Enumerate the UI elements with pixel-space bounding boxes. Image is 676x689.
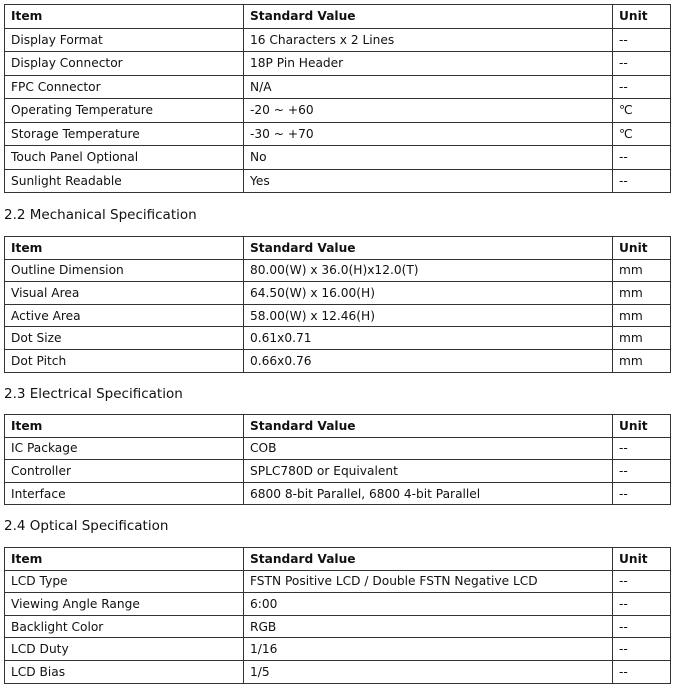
table-row	[5, 638, 671, 661]
electrical-section-title: 2.3 Electrical Specification	[4, 386, 183, 402]
row-unit: ℃	[613, 122, 671, 146]
table-header-row	[5, 548, 671, 571]
optical-spec-table	[4, 547, 671, 684]
row-item: Storage Temperature	[5, 122, 244, 146]
row-item: Display Format	[5, 28, 244, 52]
table-row	[5, 482, 671, 505]
row-item: Sunlight Readable	[5, 169, 244, 193]
electrical-spec-table	[4, 414, 671, 505]
row-unit: mm	[613, 259, 671, 282]
col-unit-header: Unit	[613, 237, 671, 260]
row-item: Visual Area	[5, 282, 244, 305]
row-unit: --	[613, 146, 671, 170]
table-row	[5, 28, 671, 52]
row-unit: --	[613, 615, 671, 638]
row-unit: --	[613, 169, 671, 193]
row-unit: --	[613, 28, 671, 52]
row-value: 0.61x0.71	[244, 327, 613, 350]
mechanical-section-title: 2.2 Mechanical Specification	[4, 207, 197, 223]
col-item-header: Item	[5, 237, 244, 260]
row-item: Interface	[5, 482, 244, 505]
col-value-header: Standard Value	[244, 237, 613, 260]
row-item: FPC Connector	[5, 75, 244, 99]
row-item: Dot Size	[5, 327, 244, 350]
row-value: COB	[244, 437, 613, 460]
table-row	[5, 52, 671, 76]
row-unit: --	[613, 482, 671, 505]
row-value: 64.50(W) x 16.00(H)	[244, 282, 613, 305]
row-value: FSTN Positive LCD / Double FSTN Negative LCD	[244, 570, 613, 593]
table-row	[5, 169, 671, 193]
row-value: -30 ~ +70	[244, 122, 613, 146]
col-value-header: Standard Value	[244, 548, 613, 571]
row-item: Touch Panel Optional	[5, 146, 244, 170]
row-item: Controller	[5, 460, 244, 483]
table-row	[5, 593, 671, 616]
row-value: 6:00	[244, 593, 613, 616]
row-unit: --	[613, 52, 671, 76]
table-row	[5, 615, 671, 638]
table-row	[5, 660, 671, 683]
table-row	[5, 327, 671, 350]
row-value: 18P Pin Header	[244, 52, 613, 76]
col-item-header: Item	[5, 415, 244, 438]
table-row	[5, 282, 671, 305]
col-item-header: Item	[5, 548, 244, 571]
row-unit: --	[613, 437, 671, 460]
row-value: 58.00(W) x 12.46(H)	[244, 304, 613, 327]
row-unit: mm	[613, 282, 671, 305]
table-row	[5, 99, 671, 123]
row-value: 0.66x0.76	[244, 349, 613, 372]
table-row	[5, 146, 671, 170]
col-unit-header: Unit	[613, 5, 671, 29]
row-unit: --	[613, 460, 671, 483]
general-spec-table	[4, 4, 671, 193]
col-item-header: Item	[5, 5, 244, 29]
row-item: Active Area	[5, 304, 244, 327]
row-item: LCD Type	[5, 570, 244, 593]
col-unit-header: Unit	[613, 415, 671, 438]
row-value: RGB	[244, 615, 613, 638]
table-row	[5, 304, 671, 327]
row-item: LCD Duty	[5, 638, 244, 661]
table-row	[5, 122, 671, 146]
row-value: 1/5	[244, 660, 613, 683]
optical-section-title: 2.4 Optical Specification	[4, 518, 169, 534]
table-header-row	[5, 5, 671, 29]
mechanical-spec-table	[4, 236, 671, 373]
row-value: 80.00(W) x 36.0(H)x12.0(T)	[244, 259, 613, 282]
table-row	[5, 349, 671, 372]
row-value: 1/16	[244, 638, 613, 661]
row-unit: ℃	[613, 99, 671, 123]
col-unit-header: Unit	[613, 548, 671, 571]
col-value-header: Standard Value	[244, 5, 613, 29]
row-item: IC Package	[5, 437, 244, 460]
row-unit: --	[613, 593, 671, 616]
table-row	[5, 75, 671, 99]
row-unit: --	[613, 638, 671, 661]
row-value: N/A	[244, 75, 613, 99]
row-item: Display Connector	[5, 52, 244, 76]
table-header-row	[5, 237, 671, 260]
row-value: 16 Characters x 2 Lines	[244, 28, 613, 52]
row-unit: mm	[613, 327, 671, 350]
row-item: Viewing Angle Range	[5, 593, 244, 616]
row-value: 6800 8-bit Parallel, 6800 4-bit Parallel	[244, 482, 613, 505]
row-item: Backlight Color	[5, 615, 244, 638]
table-row	[5, 437, 671, 460]
row-unit: --	[613, 75, 671, 99]
row-unit: mm	[613, 304, 671, 327]
table-row	[5, 460, 671, 483]
row-unit: --	[613, 570, 671, 593]
row-unit: mm	[613, 349, 671, 372]
row-item: Dot Pitch	[5, 349, 244, 372]
row-item: LCD Bias	[5, 660, 244, 683]
row-unit: --	[613, 660, 671, 683]
row-value: -20 ~ +60	[244, 99, 613, 123]
row-item: Outline Dimension	[5, 259, 244, 282]
table-row	[5, 259, 671, 282]
table-header-row	[5, 415, 671, 438]
row-value: Yes	[244, 169, 613, 193]
row-value: No	[244, 146, 613, 170]
row-value: SPLC780D or Equivalent	[244, 460, 613, 483]
col-value-header: Standard Value	[244, 415, 613, 438]
table-row	[5, 570, 671, 593]
row-item: Operating Temperature	[5, 99, 244, 123]
